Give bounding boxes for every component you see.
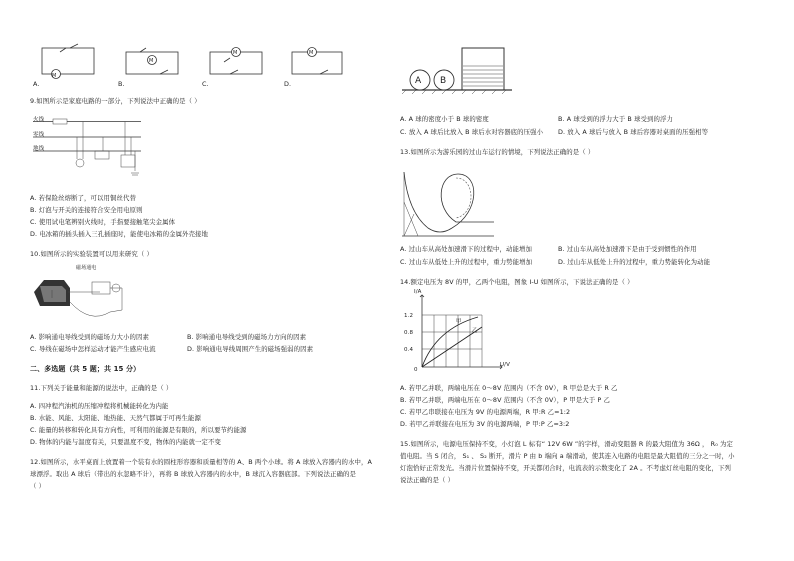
q8-option-d: D. xyxy=(284,80,292,88)
q13-option-d: D. 过山车从低处上升的过程中，重力势能转化为动能 xyxy=(558,258,711,266)
q13-option-b: B. 过山车从高处加速滑下是由于受到惯性的作用 xyxy=(558,245,697,253)
q15-stem-line2: 值电阻。当 S 闭合， S₁ 、 S₂ 断开，滑片 P 由 b 端向 a 端滑动，使其连入电路的电阻是最大阻值的三分之一时，小 xyxy=(400,452,735,460)
q15-stem-line3: 灯泡恰好正常发光。当滑片位置保持不变，开关都闭合时，电流表的示数变化了 2A 。不考虑灯丝电阻的变化，下列 xyxy=(400,464,731,472)
y-tick-0-8: 0.8 xyxy=(404,330,414,336)
q11-option-c: C. 能量的转移和转化具有方向性，可利用的能源是有限的，所以要节约能源 xyxy=(30,426,247,434)
q9-stem: 9.如图所示是家庭电路的一部分，下列说法中正确的是（ ） xyxy=(30,97,201,105)
motor-label-c: M xyxy=(233,50,238,56)
curve-jia xyxy=(422,317,478,367)
q10-figure-label: 磁场通电 xyxy=(76,265,97,271)
q15-stem-line1: 15.如图所示，电源电压保持不变，小灯泡 L 标有“ 12V 6W ”的字样，滑动变阻器 R 的最大阻值为 36Ω ， R₀ 为定 xyxy=(400,440,733,448)
q12-option-c: C. 放入 A 球后比放入 B 球后水对容器底的压强小 xyxy=(400,128,544,136)
q10-stem: 10.如图所示的实验装置可以用来研究（ ） xyxy=(30,250,153,258)
ball-a-label: A xyxy=(415,76,422,86)
q11-option-d: D. 物体的内能与温度有关，只要温度不变，物体的内能就一定不变 xyxy=(30,438,222,446)
q12-stem-line3: （ ） xyxy=(30,482,46,490)
motor-label-a: M xyxy=(52,73,57,79)
q10-option-d: D. 影响通电导线周围产生的磁场强弱的因素 xyxy=(187,345,314,353)
water-stripes xyxy=(463,66,503,86)
q14-option-d: D. 若甲乙并联接在电压为 3V 的电源两端，P 甲:P 乙=3:2 xyxy=(400,420,570,428)
q9-option-a: A. 若保险丝熔断了，可以用铜丝代替 xyxy=(30,194,136,202)
y-axis-label: I/A xyxy=(414,289,422,295)
section-heading-multiple-choice: 二、多选题（共 5 题；共 15 分） xyxy=(30,365,141,373)
y-tick-1-2: 1.2 xyxy=(404,313,414,319)
q9-option-b: B. 灯泡与开关的连接符合安全用电原则 xyxy=(30,206,143,214)
curve-yi-label: 乙 xyxy=(472,328,478,334)
q12-option-d: D. 放入 A 球后与放入 B 球后容器对桌面的压强相等 xyxy=(558,128,709,136)
q10-option-a: A. 影响通电导线受到的磁场力大小的因素 xyxy=(30,333,149,341)
motor-label-b: M xyxy=(149,58,154,64)
circuit-a xyxy=(42,44,94,79)
label-ground-wire: 地线 xyxy=(33,146,45,152)
q12-option-b: B. A 球受到的浮力大于 B 球受到的浮力 xyxy=(558,115,673,123)
label-neutral-wire: 零线 xyxy=(33,132,45,138)
ball-b-label: B xyxy=(440,76,447,86)
q12-container-figure xyxy=(402,44,512,96)
q11-stem: 11.下列关于能量和能源的说法中，正确的是（ ） xyxy=(30,384,173,392)
q10-option-b: B. 影响通电导线受到的磁场力方向的因素 xyxy=(187,333,307,341)
y-tick-0-4: 0.4 xyxy=(404,347,414,353)
graph-grid xyxy=(422,315,482,367)
graph-origin: 0 xyxy=(414,367,418,373)
q11-option-b: B. 水能、风能、太阳能、地热能、天然气都属于可再生能源 xyxy=(30,414,202,422)
q15-stem-line4: 说法正确的是（ ） xyxy=(400,476,455,484)
q13-option-a: A. 过山车从高处加速滑下的过程中，动能增加 xyxy=(400,245,532,253)
curve-jia-label: 甲 xyxy=(456,319,462,325)
q14-stem: 14.额定电压为 8V 的甲，乙两个电阻，图象 I-U 如图所示，下说法正确的是（ ） xyxy=(400,278,634,286)
q8-option-b: B. xyxy=(118,80,125,88)
q8-circuit-diagrams xyxy=(30,44,370,84)
q14-iu-graph xyxy=(412,293,508,373)
circuit-d xyxy=(292,48,342,75)
q13-roller-coaster xyxy=(400,162,496,238)
q11-option-a: A. 四冲程汽油机的压缩冲程将机械能转化为内能 xyxy=(30,402,169,410)
q9-option-d: D. 电冰箱的插头插入三孔插座时，能使电冰箱的金属外壳接地 xyxy=(30,230,209,238)
q12-stem-line1: 12.如图所示，水平桌面上放置着一个装有水的圆柱形容器和质量相等的 A、B 两个小球。将 A 球放入容器内的水中，A xyxy=(30,458,372,466)
q12-stem-line2: 球漂浮。取出 A 球后（带出的水忽略不计），再将 B 球放入容器内的水中，B 球沉入容器底部。下列说法正确的是 xyxy=(30,470,356,478)
q14-option-a: A. 若甲乙并联，两端电压在 0～8V 范围内（不含 0V），R 甲总是大于 R 乙 xyxy=(400,384,618,392)
q10-option-c: C. 导线在磁场中怎样运动才能产生感应电流 xyxy=(30,345,156,353)
q12-option-a: A. A 球的密度小于 B 球的密度 xyxy=(400,115,489,123)
q9-household-circuit xyxy=(33,113,143,181)
x-axis-label: U/V xyxy=(500,362,510,368)
q9-option-c: C. 使用试电笔辨别火线时，手指要接触笔尖金属体 xyxy=(30,218,176,226)
q8-option-c: C. xyxy=(202,80,209,88)
q8-option-a: A. xyxy=(33,80,40,88)
q13-option-c: C. 过山车从低处上升的过程中，重力势能增加 xyxy=(400,258,533,266)
motor-label-d: M xyxy=(309,50,314,56)
q14-option-b: B. 若甲乙并联，两端电压在 0～8V 范围内（不含 0V），P 甲是大于 P 乙 xyxy=(400,396,610,404)
label-fire-wire: 火线 xyxy=(33,117,45,123)
q13-stem: 13.如图所示为游乐园的过山车运行的情境，下列说法正确的是（ ） xyxy=(400,148,595,156)
q14-option-c: C. 若甲乙串联接在电压为 9V 的电源两端，R 甲:R 乙=1:2 xyxy=(400,408,571,416)
